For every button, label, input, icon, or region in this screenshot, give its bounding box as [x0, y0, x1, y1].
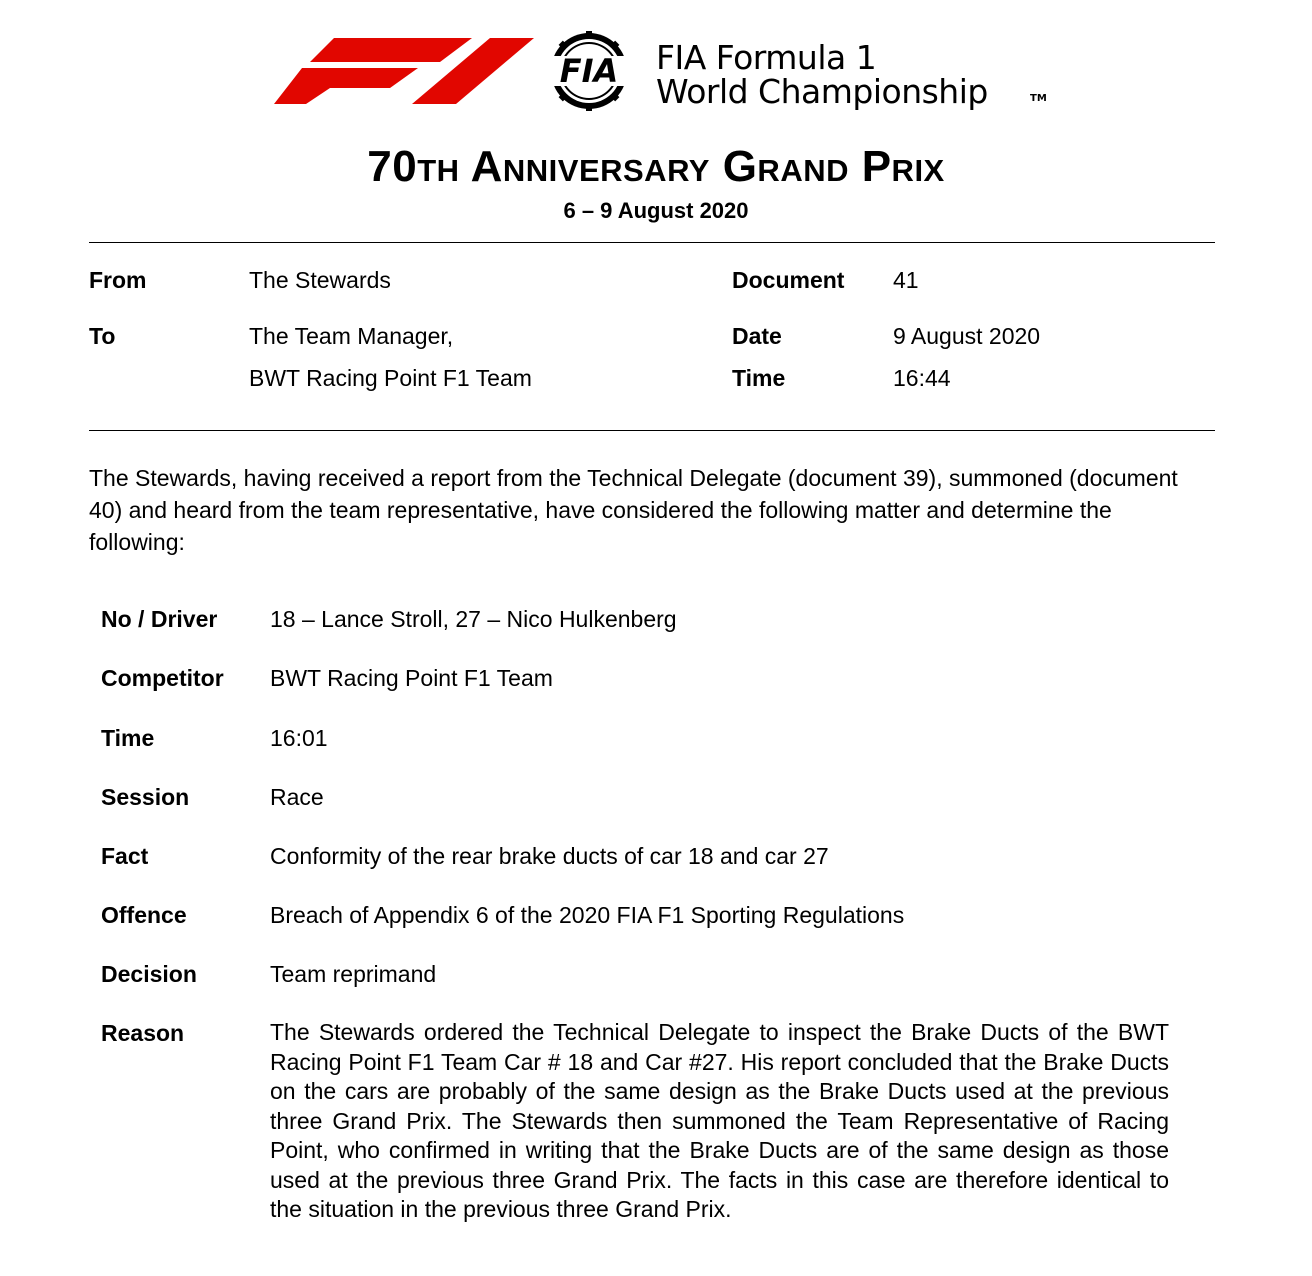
- fia-logo: [533, 30, 645, 112]
- row-label-driver: No / Driver: [101, 606, 218, 632]
- row-value-fact: Conformity of the rear brake ducts of car 18 and car 27: [270, 843, 829, 869]
- championship-line2: World Championship: [656, 72, 988, 111]
- row-value-time: 16:01: [270, 725, 328, 751]
- fia-logo-text: FIA: [559, 52, 619, 90]
- time-label: Time: [732, 365, 786, 391]
- row-value-offence: Breach of Appendix 6 of the 2020 FIA F1 Sporting Regulations: [270, 902, 905, 928]
- to-value-line2: BWT Racing Point F1 Team: [249, 365, 532, 391]
- row-label-fact: Fact: [101, 843, 149, 869]
- row-value-competitor: BWT Racing Point F1 Team: [270, 665, 553, 691]
- divider-bottom: [89, 430, 1215, 431]
- reason-text: The Stewards ordered the Technical Delegate to inspect the Brake Ducts of the BWT Racing Point F1 Team Car # 18 and Car #27. His report concluded that the Brake Ducts on the cars are probably of the same design as the Brake Ducts used at the previous three Grand Prix. The Stewards then summoned the Team Representative of Racing Point, who confirmed in writing that the Brake Ducts are of the same design as those used at the previous three Grand Prix. The facts in this case are therefore identical to the situation in the previous three Grand Prix.: [270, 1019, 1169, 1222]
- row-value-session: Race: [270, 784, 324, 810]
- time-value: 16:44: [893, 365, 951, 391]
- from-value: The Stewards: [249, 267, 391, 293]
- event-title: 70th Anniversary Grand Prix: [367, 142, 945, 191]
- row-label-decision: Decision: [101, 961, 197, 987]
- to-value-line1: The Team Manager,: [249, 323, 454, 349]
- from-label: From: [89, 267, 147, 293]
- championship-line1: FIA Formula 1: [656, 38, 877, 77]
- row-label-competitor: Competitor: [101, 665, 224, 691]
- date-label: Date: [732, 323, 782, 349]
- to-label: To: [89, 323, 116, 349]
- row-label-reason: Reason: [101, 1020, 185, 1046]
- date-value: 9 August 2020: [893, 323, 1041, 349]
- row-value-decision: Team reprimand: [270, 961, 437, 987]
- divider-top: [89, 242, 1215, 243]
- intro-paragraph: The Stewards, having received a report from the Technical Delegate (document 39), summoned (document 40) and heard from the team representative, have considered the following matter and determine the following:: [89, 465, 1178, 555]
- row-label-offence: Offence: [101, 902, 187, 928]
- trademark: TM: [1030, 93, 1047, 104]
- row-value-driver: 18 – Lance Stroll, 27 – Nico Hulkenberg: [270, 606, 677, 632]
- f1-logo: [272, 36, 534, 106]
- document-value: 41: [893, 267, 919, 293]
- row-label-session: Session: [101, 784, 190, 810]
- document-label: Document: [732, 267, 845, 293]
- row-label-time: Time: [101, 725, 155, 751]
- event-dates: 6 – 9 August 2020: [563, 198, 749, 223]
